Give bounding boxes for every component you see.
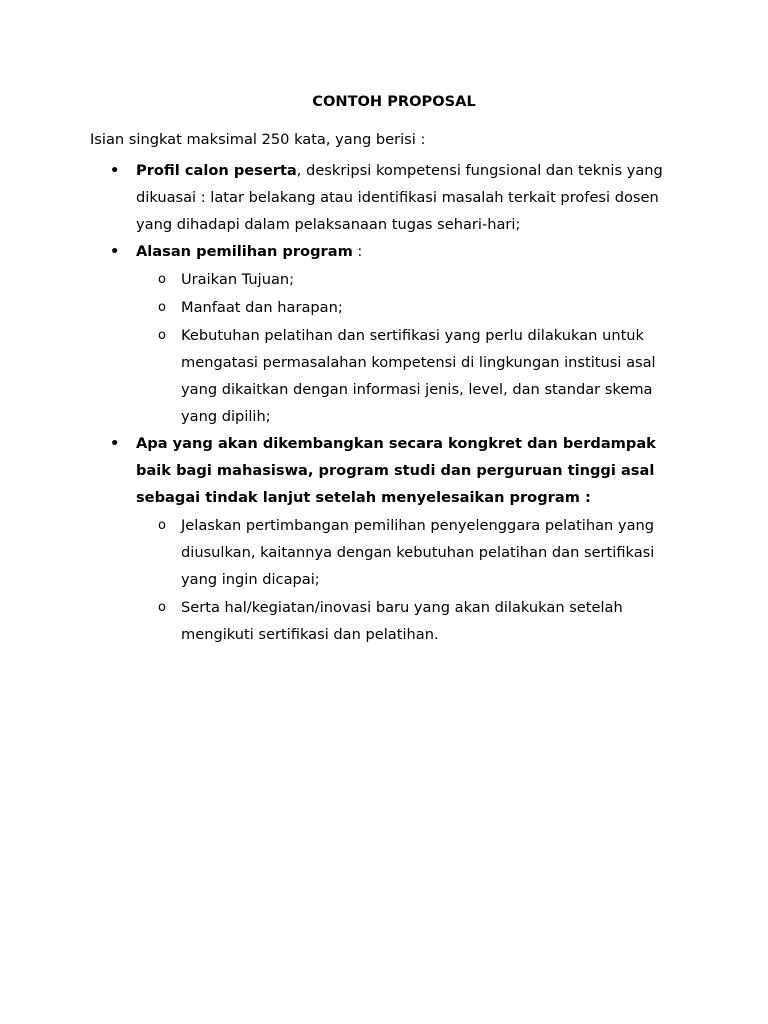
sub-item-text: Serta hal/kegiatan/inovasi baru yang akan dilakukan setelah mengikuti sertifikasi dan pelatihan. — [181, 599, 623, 643]
document-page — [90, 91, 690, 648]
circle-bullet-icon: o — [158, 328, 166, 343]
list-item — [90, 157, 690, 238]
sub-list-item — [136, 322, 690, 430]
list-item — [90, 238, 690, 430]
sub-list-item — [136, 512, 690, 593]
intro-text: Isian singkat maksimal 250 kata, yang berisi : — [90, 131, 426, 148]
sub-list-item — [136, 294, 690, 321]
sub-item-text: Uraikan Tujuan; — [181, 271, 295, 288]
sub-item-text: Kebutuhan pelatihan dan sertifikasi yang perlu dilakukan untuk mengatasi permasalahan kompetensi di lingkungan institusi asal yang dikaitkan dengan informasi jenis, level, dan standar skema yang dipilih; — [181, 327, 656, 425]
item-heading: Profil calon peserta — [136, 162, 297, 179]
sub-item-text: Jelaskan pertimbangan pemilihan penyelenggara pelatihan yang diusulkan, kaitannya dengan kebutuhan pelatihan dan sertifikasi yang ingin dicapai; — [181, 517, 655, 588]
circle-bullet-icon: o — [158, 300, 166, 315]
bullet-list — [90, 157, 690, 648]
item-text: , deskripsi kompetensi fungsional dan teknis yang dikuasai : latar belakang atau identifikasi masalah terkait profesi dosen yang dihadapi dalam pelaksanaan tugas sehari-hari; — [136, 162, 663, 233]
item-heading: Apa yang akan dikembangkan secara kongkret dan berdampak baik bagi mahasiswa, program studi dan perguruan tinggi asal sebagai tindak lanjut setelah menyelesaikan program : — [136, 435, 656, 506]
sub-list-item — [136, 266, 690, 293]
sub-item-text: Manfaat dan harapan; — [181, 299, 343, 316]
page-title: CONTOH PROPOSAL — [312, 93, 476, 110]
bullet-icon: • — [110, 162, 120, 179]
circle-bullet-icon: o — [158, 518, 166, 533]
list-item — [90, 430, 690, 648]
item-heading: Alasan pemilihan program — [136, 243, 353, 260]
circle-bullet-icon: o — [158, 600, 166, 615]
circle-bullet-icon: o — [158, 272, 166, 287]
bullet-icon: • — [110, 243, 120, 260]
bullet-icon: • — [110, 435, 120, 452]
sub-list-item — [136, 594, 690, 648]
sub-list — [136, 512, 690, 648]
sub-list — [136, 266, 690, 430]
item-text: : — [352, 243, 363, 260]
